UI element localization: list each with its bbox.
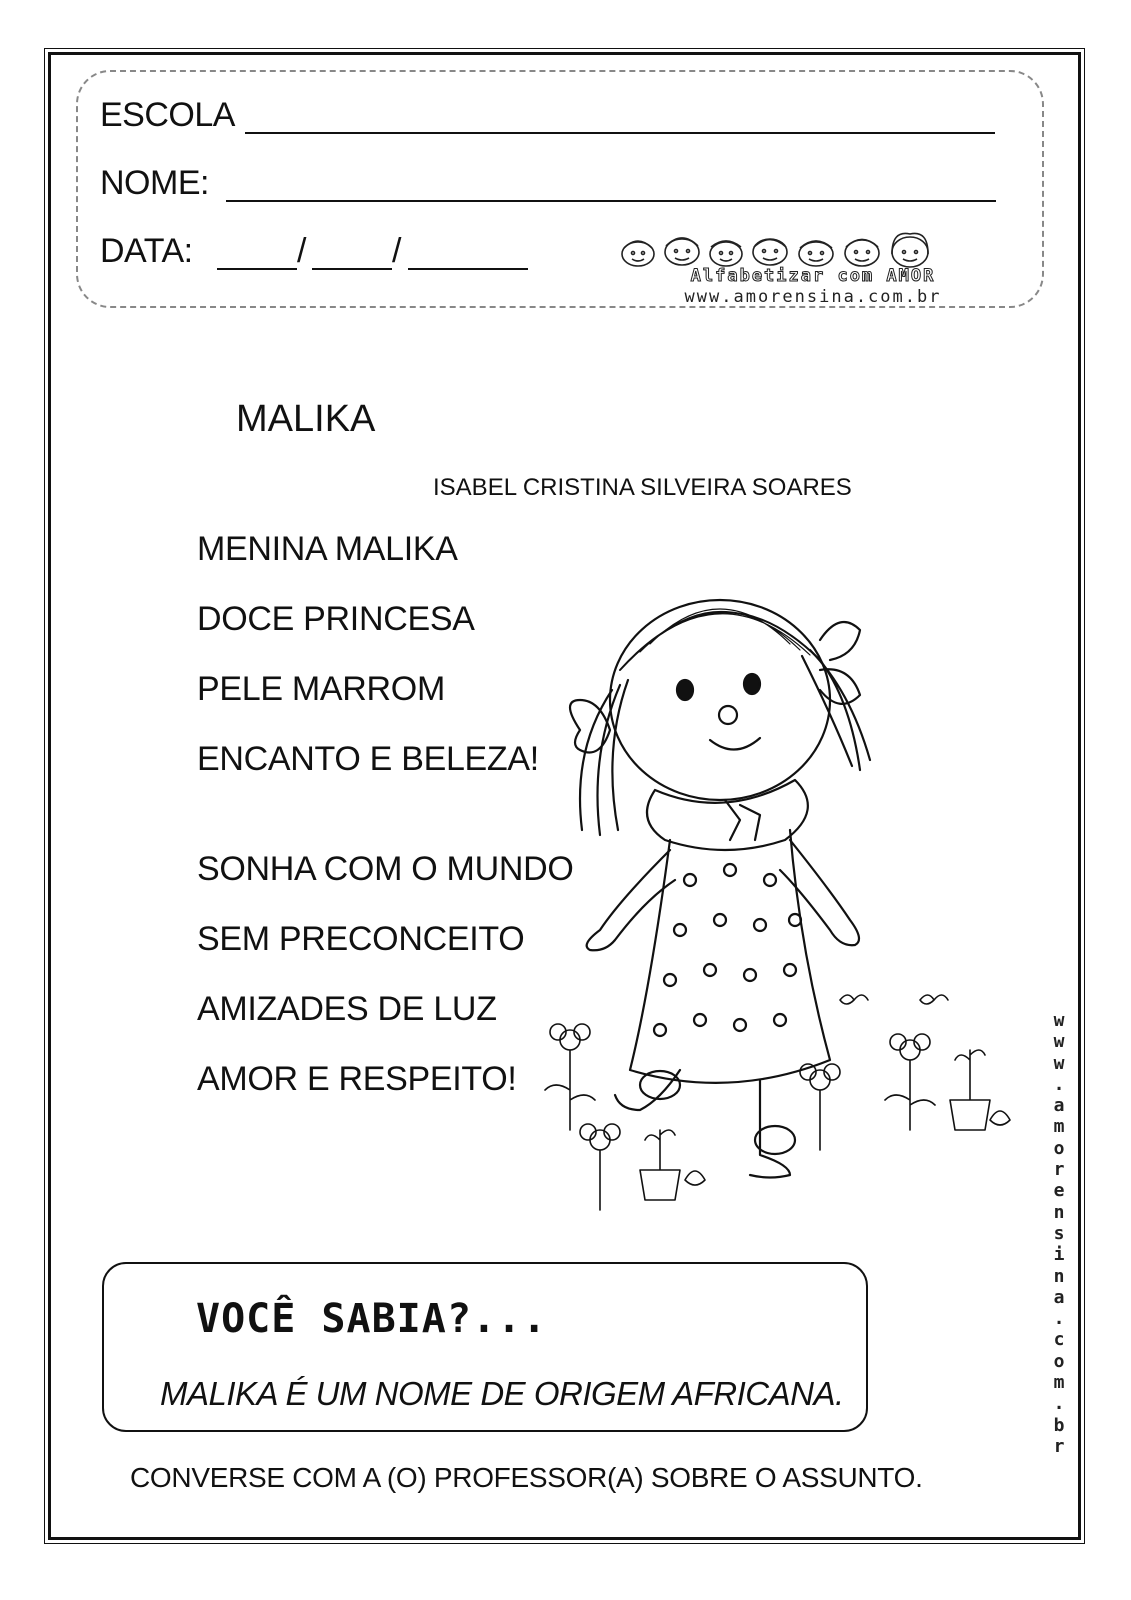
side-watermark-letter: w [1053,1010,1065,1031]
date-separator-1: / [297,232,306,270]
side-watermark-letter: b [1053,1414,1065,1436]
poem-title: MALIKA [236,398,376,440]
side-watermark-letter: a [1053,1286,1065,1308]
poem-line: SONHA COM O MUNDO [197,850,574,888]
side-watermark-letter: m [1053,1116,1065,1138]
side-watermark-letter: a [1053,1095,1065,1117]
side-watermark-letter: c [1053,1329,1065,1351]
poem-author: ISABEL CRISTINA SILVEIRA SOARES [433,474,852,501]
side-watermark-letter: n [1053,1265,1065,1287]
side-watermark-letter: o [1053,1137,1065,1159]
date-separator-2: / [392,232,401,270]
side-watermark-letter: i [1053,1244,1065,1266]
poem-line: AMOR E RESPEITO! [197,1060,517,1098]
side-watermark-letter: e [1053,1180,1065,1202]
side-watermark-letter: m [1053,1372,1065,1394]
children-faces-icon [618,232,1008,268]
side-watermark-letter: s [1053,1222,1065,1244]
side-watermark-letter: n [1053,1201,1065,1223]
did-you-know-heading: VOCÊ SABIA?... [196,1296,548,1342]
school-label: ESCOLA [100,96,235,134]
footer-instruction: CONVERSE COM A (O) PROFESSOR(A) SOBRE O ASSUNTO. [130,1462,923,1493]
poem-line: PELE MARROM [197,670,445,708]
side-watermark [1048,1010,1070,1457]
logo-title: Alfabetizar com AMOR [690,266,936,286]
did-you-know-text: MALIKA É UM NOME DE ORIGEM AFRICANA. [160,1375,844,1412]
name-field-line[interactable] [226,172,996,202]
poem-line: DOCE PRINCESA [197,600,475,638]
logo-url: www.amorensina.com.br [684,287,942,307]
date-label: DATA: [100,232,193,270]
date-year-line[interactable] [408,240,528,270]
school-field-line[interactable] [245,104,995,134]
poem-line: MENINA MALIKA [197,530,458,568]
date-day-line[interactable] [217,240,297,270]
side-watermark-letter: . [1053,1308,1065,1330]
side-watermark-letter: . [1053,1393,1065,1415]
poem-line: AMIZADES DE LUZ [197,990,497,1028]
side-watermark-letters [1048,1010,1070,1457]
side-watermark-letter: o [1053,1350,1065,1372]
side-watermark-letter: w [1053,1031,1065,1053]
side-watermark-letter: r [1053,1435,1065,1457]
name-label: NOME: [100,164,209,202]
poem-line: SEM PRECONCEITO [197,920,525,958]
side-watermark-letter: r [1053,1159,1065,1181]
site-logo [618,232,1008,312]
date-month-line[interactable] [312,240,392,270]
side-watermark-letter: . [1053,1073,1065,1095]
girl-doll-illustration [520,580,1040,1220]
side-watermark-letter: w [1053,1052,1065,1074]
poem-line: ENCANTO E BELEZA! [197,740,539,778]
